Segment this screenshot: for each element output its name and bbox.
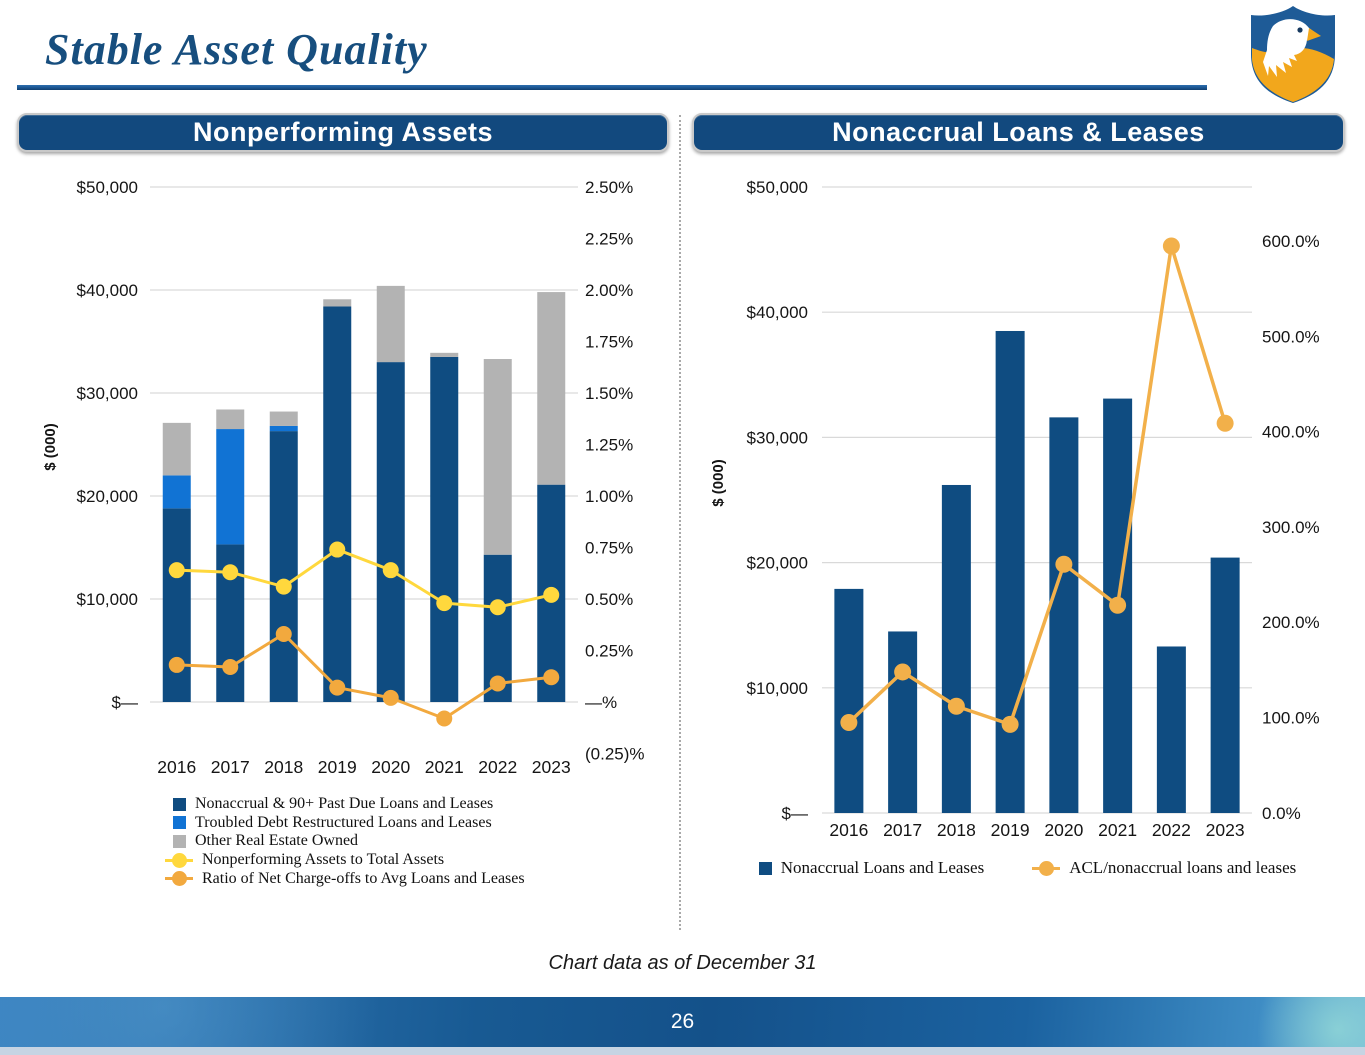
svg-text:2.25%: 2.25%	[585, 229, 634, 249]
nonaccrual-loans-chart	[700, 165, 1360, 865]
chart-header-nonaccrual-loans	[692, 113, 1345, 152]
svg-text:$10,000: $10,000	[76, 590, 138, 609]
svg-text:0.75%: 0.75%	[585, 538, 634, 558]
svg-text:0.50%: 0.50%	[585, 590, 634, 609]
svg-text:$30,000: $30,000	[746, 428, 808, 448]
svg-text:2023: 2023	[1205, 820, 1245, 840]
svg-text:$10,000: $10,000	[746, 678, 808, 698]
nonaccrual-loans-legend	[700, 858, 1355, 878]
svg-text:500.0%: 500.0%	[1262, 327, 1320, 347]
svg-text:600.0%: 600.0%	[1262, 232, 1320, 251]
legend-label: Other Real Estate Owned	[195, 832, 359, 850]
chart-title: Nonperforming Assets	[192, 117, 494, 147]
svg-text:2018: 2018	[264, 757, 304, 777]
legend-line-marker-icon	[1032, 861, 1060, 876]
legend-item	[759, 858, 984, 878]
footer-bottom-strip	[0, 1047, 1365, 1055]
legend-label: Nonaccrual & 90+ Past Due Loans and Leases	[195, 795, 494, 813]
svg-text:2017: 2017	[210, 757, 250, 777]
eagle-shield-logo	[1243, 4, 1343, 104]
svg-text:2022: 2022	[478, 757, 518, 777]
legend-swatch-icon	[173, 835, 186, 848]
svg-text:200.0%: 200.0%	[1262, 613, 1320, 633]
legend-item	[173, 869, 525, 888]
legend-swatch-icon	[173, 816, 186, 829]
svg-text:1.50%: 1.50%	[585, 384, 634, 403]
title-underline	[17, 85, 1207, 90]
legend-label: ACL/nonaccrual loans and leases	[1069, 858, 1297, 877]
svg-text:2.00%: 2.00%	[585, 281, 634, 300]
svg-text:2021: 2021	[424, 757, 464, 777]
legend-item	[173, 814, 525, 833]
svg-text:$30,000: $30,000	[76, 384, 138, 403]
legend-label: Nonaccrual Loans and Leases	[780, 858, 985, 877]
svg-text:2018: 2018	[936, 820, 976, 840]
svg-text:2022: 2022	[1151, 820, 1191, 840]
legend-swatch-icon	[759, 862, 772, 875]
svg-text:1.00%: 1.00%	[585, 487, 634, 506]
chart-data-caption: Chart data as of December 31	[548, 952, 817, 974]
svg-text:$50,000: $50,000	[746, 178, 808, 197]
svg-text:300.0%: 300.0%	[1262, 517, 1320, 537]
svg-text:2.50%: 2.50%	[585, 178, 634, 197]
svg-text:(0.25)%: (0.25)%	[585, 744, 645, 764]
svg-text:2016: 2016	[157, 757, 197, 777]
svg-text:2017: 2017	[883, 820, 923, 840]
legend-line-marker-icon	[165, 871, 193, 886]
svg-text:400.0%: 400.0%	[1262, 422, 1320, 442]
svg-text:$ (000): $ (000)	[42, 423, 59, 471]
svg-text:0.25%: 0.25%	[585, 641, 634, 661]
legend-label: Ratio of Net Charge-offs to Avg Loans and Leases	[202, 869, 525, 887]
svg-text:0.0%: 0.0%	[1262, 803, 1301, 823]
svg-text:2020: 2020	[371, 757, 411, 777]
nonperforming-assets-chart	[30, 165, 690, 790]
svg-text:—%: —%	[585, 693, 618, 712]
legend-label: Nonperforming Assets to Total Assets	[202, 851, 445, 869]
svg-text:1.75%: 1.75%	[585, 332, 634, 352]
legend-label: Troubled Debt Restructured Loans and Leases	[195, 813, 492, 831]
svg-text:$20,000: $20,000	[746, 553, 808, 573]
footer-banner	[0, 997, 1365, 1047]
legend-item	[173, 832, 525, 851]
svg-text:2020: 2020	[1044, 820, 1084, 840]
svg-text:2016: 2016	[829, 820, 869, 840]
svg-text:2021: 2021	[1098, 820, 1138, 840]
svg-text:$20,000: $20,000	[76, 487, 138, 506]
svg-text:2019: 2019	[990, 820, 1030, 840]
svg-text:2019: 2019	[317, 757, 357, 777]
page-number: 26	[670, 1010, 695, 1033]
chart-title: Nonaccrual Loans & Leases	[832, 117, 1205, 147]
page-title: Stable Asset Quality	[45, 25, 428, 74]
svg-text:100.0%: 100.0%	[1262, 708, 1320, 728]
svg-text:$—: $—	[111, 693, 138, 712]
svg-text:$50,000: $50,000	[76, 178, 138, 197]
svg-text:$—: $—	[781, 804, 808, 823]
legend-swatch-icon	[173, 798, 186, 811]
nonperforming-assets-legend	[173, 795, 525, 888]
legend-line-marker-icon	[165, 853, 193, 868]
chart-header-nonperforming-assets	[17, 113, 669, 152]
svg-text:$ (000): $ (000)	[710, 459, 727, 507]
svg-text:2023: 2023	[531, 757, 571, 777]
svg-text:1.25%: 1.25%	[585, 435, 634, 455]
legend-item	[173, 795, 525, 814]
legend-item	[173, 851, 525, 870]
svg-text:$40,000: $40,000	[76, 281, 138, 300]
svg-text:$40,000: $40,000	[746, 303, 808, 323]
legend-item	[1040, 858, 1296, 878]
